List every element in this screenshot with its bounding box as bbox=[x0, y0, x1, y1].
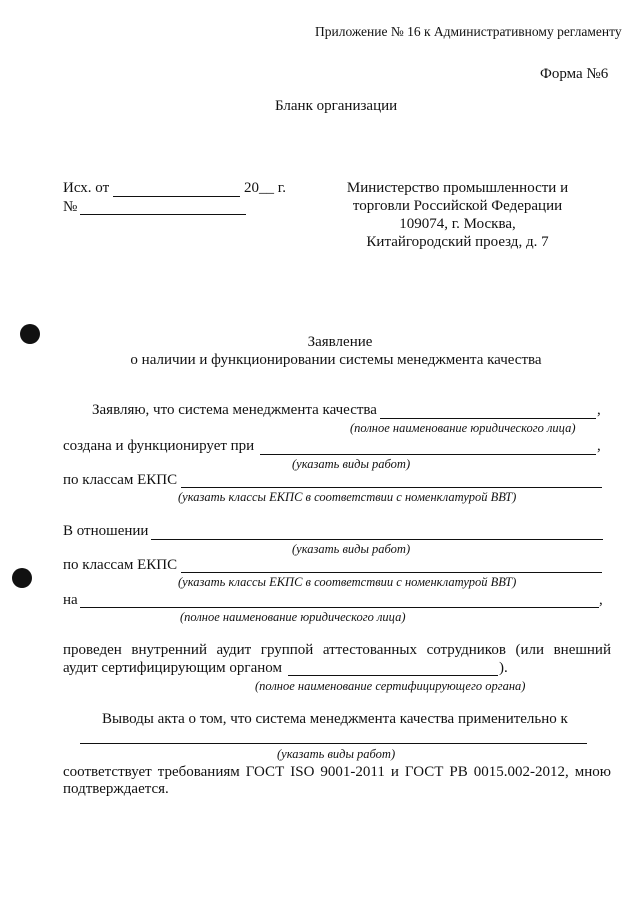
recipient-line-2: торговли Российской Федерации bbox=[352, 198, 563, 214]
document-title: Заявление bbox=[307, 334, 373, 350]
regarding-field[interactable] bbox=[151, 539, 603, 540]
form-number: Форма №6 bbox=[540, 66, 609, 82]
declare-comma: , bbox=[597, 402, 601, 418]
hint-work-types-2: (указать виды работ) bbox=[292, 542, 411, 556]
by-classes-text-2: по классам ЕКПС bbox=[63, 557, 178, 573]
hint-legal-entity-1: (полное наименование юридического лица) bbox=[350, 421, 576, 435]
classes-field-1[interactable] bbox=[181, 487, 602, 488]
outgoing-ref-label: Исх. от bbox=[63, 180, 110, 196]
org-blank-label: Бланк организации bbox=[275, 98, 398, 114]
hint-classes-2: (указать классы ЕКПС в соответствии с номенклатурой ВВТ) bbox=[178, 575, 517, 589]
by-classes-text-1: по классам ЕКПС bbox=[63, 472, 178, 488]
punch-hole-bottom bbox=[12, 568, 32, 588]
on-comma: , bbox=[599, 592, 603, 608]
recipient-line-4: Китайгородский проезд, д. 7 bbox=[366, 234, 549, 250]
appendix-note: Приложение № 16 к Административному регламенту bbox=[315, 24, 622, 39]
regarding-text: В отношении bbox=[63, 523, 149, 539]
conclusion-text: Выводы акта о том, что система менеджмента качества применительно к bbox=[102, 711, 568, 727]
audit-text-line-1: проведен внутренний аудит группой аттестованных сотрудников (или внешний bbox=[63, 642, 611, 658]
created-at-comma: , bbox=[597, 438, 601, 454]
outgoing-year: 20__ г. bbox=[244, 180, 286, 196]
conclusion-field[interactable] bbox=[80, 743, 587, 744]
hint-legal-entity-2: (полное наименование юридического лица) bbox=[180, 610, 406, 624]
created-at-text: создана и функционирует при bbox=[63, 438, 255, 454]
outgoing-number-field[interactable] bbox=[80, 214, 246, 215]
created-at-field[interactable] bbox=[260, 454, 596, 455]
hint-classes-1: (указать классы ЕКПС в соответствии с номенклатурой ВВТ) bbox=[178, 490, 517, 504]
document-subtitle: о наличии и функционировании системы менеджмента качества bbox=[130, 352, 542, 368]
confirmed-text: подтверждается. bbox=[63, 781, 169, 797]
hint-cert-body: (полное наименование сертифицирующего органа) bbox=[255, 679, 526, 693]
hint-work-types-1: (указать виды работ) bbox=[292, 457, 411, 471]
qms-name-field[interactable] bbox=[380, 418, 596, 419]
recipient-line-3: 109074, г. Москва, bbox=[399, 216, 516, 232]
hint-work-types-3: (указать виды работ) bbox=[277, 747, 396, 761]
outgoing-date-field[interactable] bbox=[113, 196, 240, 197]
audit-text-line-2: аудит сертифицирующим органом bbox=[63, 660, 282, 676]
on-text: на bbox=[63, 592, 78, 608]
compliance-text: соответствует требованиям ГОСТ ISO 9001-2011 и ГОСТ РВ 0015.002-2012, мною bbox=[63, 764, 611, 780]
audit-close: ). bbox=[499, 660, 508, 676]
recipient-line-1: Министерство промышленности и bbox=[346, 180, 569, 196]
on-field[interactable] bbox=[80, 607, 599, 608]
outgoing-number-label: № bbox=[63, 199, 78, 215]
declare-text: Заявляю, что система менеджмента качества bbox=[92, 402, 377, 418]
cert-body-field[interactable] bbox=[288, 675, 498, 676]
classes-field-2[interactable] bbox=[181, 572, 602, 573]
